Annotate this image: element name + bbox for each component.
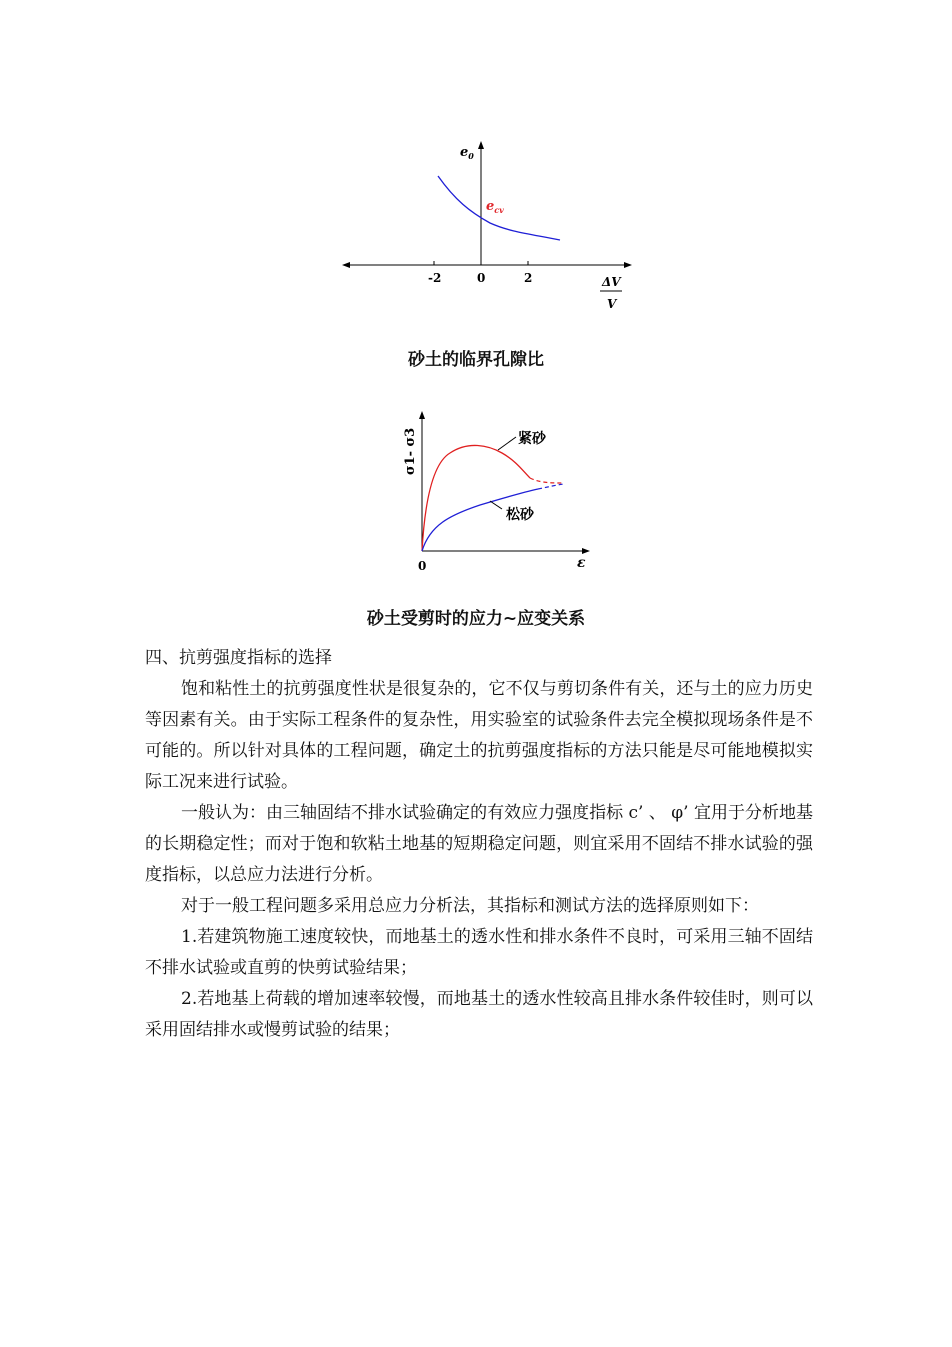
dense-sand-curve [422,445,530,551]
origin-label: 0 [418,559,427,573]
x-axis-arrow [582,548,590,554]
x-axis-label-denominator: V [607,297,617,311]
paragraph: 饱和粘性土的抗剪强度性状是很复杂的，它不仅与剪切条件有关，还与土的应力历史等因素有关。由于实际工程条件的复杂性，用实验室的试验条件去完全模拟现场条件是不可能的。所以针对具体的工程问题，确定土的抗剪强度指标的方法只能是尽可能地模拟实际工况来进行试验。 [145,679,813,792]
y-axis-arrow [478,141,484,149]
tick-label: 2 [524,271,533,285]
critical-void-ratio-label: $e_{cv}$ [486,199,504,215]
paragraph: 1.若建筑物施工速度较快，而地基土的透水性和排水条件不良时，可采用三轴不固结不排水试验或直剪的快剪试验结果； [145,927,813,978]
loose-sand-label: 松砂 [506,507,534,523]
figure2-caption: 砂土受剪时的应力~应变关系 [366,609,586,629]
y-axis-arrow [419,411,425,419]
x-axis-right-arrow [624,262,632,268]
stress-strain-figure [390,405,600,580]
loose-label-leader [490,501,502,509]
section-body [145,643,813,1046]
dense-label-leader [498,437,516,450]
paragraph: 一般认为：由三轴固结不排水试验确定的有效应力强度指标 c’ 、 φ’ 宜用于分析地基的长期稳定性；而对于饱和软粘土地基的短期稳定问题，则宜采用不固结不排水试验的强度指标，以总应力法进行分析。 [145,803,813,885]
critical-void-ratio-figure [330,130,640,320]
y-axis-label: σ1- σ3 [403,427,418,475]
x-axis-label-numerator: ΔV [602,275,621,289]
paragraph: 对于一般工程问题多采用总应力分析法，其指标和测试方法的选择原则如下： [181,896,759,916]
tick-label: -2 [428,271,442,285]
section-heading: 四、抗剪强度指标的选择 [145,648,332,668]
figure1-caption: 砂土的临界孔隙比 [408,350,544,370]
loose-sand-curve-dashed [538,484,564,489]
x-axis-left-arrow [342,262,350,268]
x-axis-label: ε [577,555,586,571]
dense-sand-label: 紧砂 [518,431,546,447]
dense-sand-curve-dashed [530,478,564,483]
y-axis-label: $e_0$ [460,145,474,161]
tick-label: 0 [477,271,486,285]
paragraph: 2.若地基上荷载的增加速率较慢，而地基土的透水性较高且排水条件较佳时，则可以采用固结排水或慢剪试验的结果； [145,989,813,1040]
